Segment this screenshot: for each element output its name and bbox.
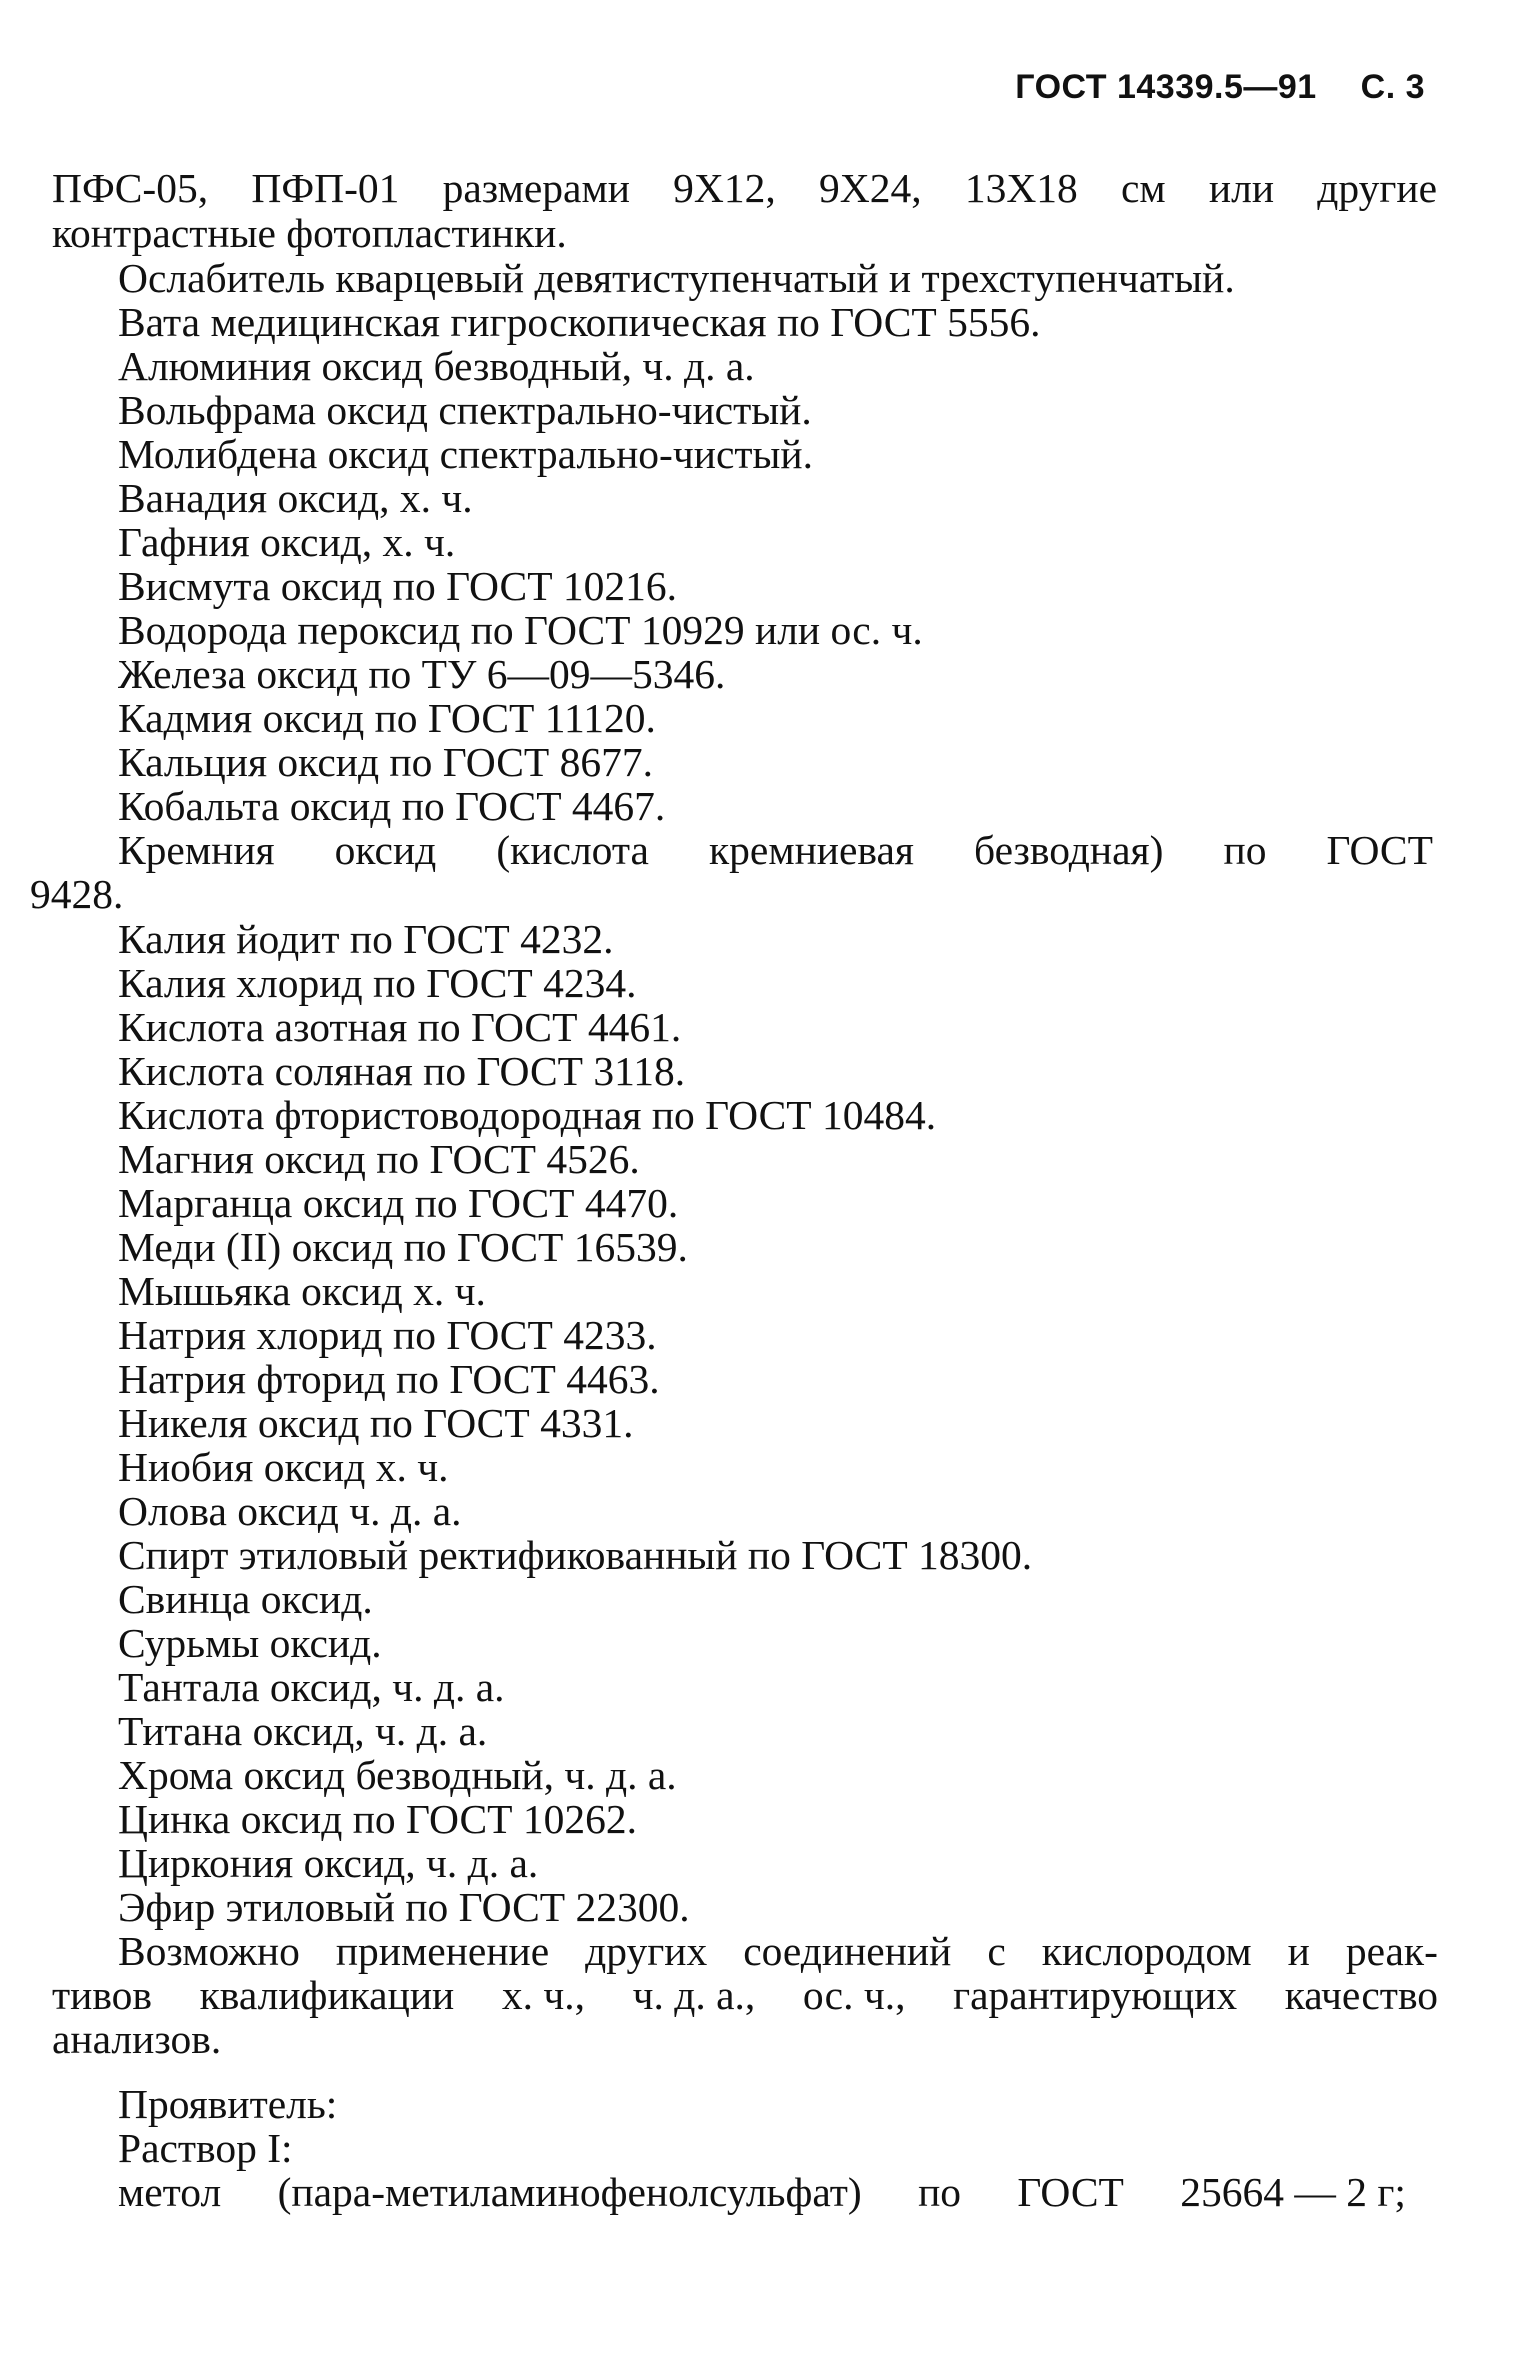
list-item: Циркония оксид, ч. д. а.: [118, 1840, 539, 1886]
word: других: [585, 1928, 708, 1974]
list-item: Кальция оксид по ГОСТ 8677.: [118, 739, 653, 785]
word: ГОСТ: [1326, 827, 1433, 873]
list-item: Никеля оксид по ГОСТ 4331.: [118, 1400, 634, 1446]
standard-code: ГОСТ 14339.5—91: [1015, 68, 1317, 106]
intro-line-1: [52, 166, 1437, 210]
word: квалификации: [199, 1972, 455, 2018]
word: безводная): [974, 827, 1164, 873]
word: качество: [1284, 1972, 1438, 2018]
word: с: [987, 1928, 1006, 1974]
word: 25664 — 2 г;: [1180, 2169, 1406, 2215]
word: см: [1121, 165, 1166, 211]
solution-label: Раствор I:: [118, 2125, 293, 2171]
list-item: Водорода пероксид по ГОСТ 10929 или ос. ч.: [118, 607, 923, 653]
word: кремниевая: [708, 827, 914, 873]
list-item: Хрома оксид безводный, ч. д. а.: [118, 1752, 677, 1798]
list-item: Титана оксид, ч. д. а.: [118, 1708, 488, 1754]
list-item: Мышьяка оксид х. ч.: [118, 1268, 486, 1314]
list-item: Спирт этиловый ректификованный по ГОСТ 18300.: [118, 1532, 1033, 1578]
word: или: [1208, 165, 1275, 211]
word: метол: [118, 2169, 222, 2215]
list-item: Кадмия оксид по ГОСТ 11120.: [118, 695, 656, 741]
list-item: Свинца оксид.: [118, 1576, 373, 1622]
word: по: [1223, 827, 1267, 873]
word: (пара-метиламинофенолсульфат): [277, 2169, 862, 2215]
list-item: Железа оксид по ТУ 6—09—5346.: [118, 651, 726, 697]
list-item: Натрия хлорид по ГОСТ 4233.: [118, 1312, 657, 1358]
list-item: Кобальта оксид по ГОСТ 4467.: [118, 783, 666, 829]
list-item: Калия хлорид по ГОСТ 4234.: [118, 960, 637, 1006]
word: оксид: [334, 827, 437, 873]
word: реак-: [1345, 1928, 1438, 1974]
word: и: [1287, 1928, 1310, 1974]
word: ПФП-01: [251, 165, 400, 211]
page-header: [1015, 68, 1425, 107]
list-item: Ванадия оксид, х. ч.: [118, 475, 473, 521]
list-item: Вата медицинская гигроскопическая по ГОСТ 5556.: [118, 299, 1041, 345]
list-item: Ослабитель кварцевый девятиступенчатый и трехступенчатый.: [118, 255, 1235, 301]
word: 9Х24,: [818, 165, 922, 211]
note-line-3: анализов.: [52, 2016, 222, 2062]
word: применение: [335, 1928, 550, 1974]
list-item: Кислота соляная по ГОСТ 3118.: [118, 1048, 686, 1094]
word: ос. ч.,: [802, 1972, 906, 2018]
list-item: Тантала оксид, ч. д. а.: [118, 1664, 505, 1710]
word: гарантирующих: [953, 1972, 1238, 2018]
note-line-1: [118, 1929, 1438, 1973]
list-item: Гафния оксид, х. ч.: [118, 519, 456, 565]
word: размерами: [442, 165, 630, 211]
metol-line: [118, 2170, 1406, 2214]
list-item: Калия йодит по ГОСТ 4232.: [118, 916, 614, 962]
developer-title: Проявитель:: [118, 2081, 338, 2127]
word: другие: [1317, 165, 1437, 211]
list-item: Висмута оксид по ГОСТ 10216.: [118, 563, 678, 609]
list-item: Молибдена оксид спектрально-чистый.: [118, 431, 813, 477]
word: ч. д. а.,: [632, 1972, 756, 2018]
word: ПФС-05,: [52, 165, 209, 211]
list-item: Алюминия оксид безводный, ч. д. а.: [118, 343, 755, 389]
word: 13Х18: [964, 165, 1078, 211]
word: по: [918, 2169, 962, 2215]
list-item: Магния оксид по ГОСТ 4526.: [118, 1136, 640, 1182]
word: соединений: [743, 1928, 952, 1974]
note-line-2: [52, 1973, 1438, 2017]
word: х. ч.,: [501, 1972, 585, 2018]
intro-line-2: контрастные фотопластинки.: [52, 210, 567, 256]
list-item: Сурьмы оксид.: [118, 1620, 382, 1666]
word: тивов: [52, 1972, 153, 2018]
word: 9Х12,: [673, 165, 776, 211]
list-item: Меди (II) оксид по ГОСТ 16539.: [118, 1224, 688, 1270]
list-item: Эфир этиловый по ГОСТ 22300.: [118, 1884, 690, 1930]
silica-line-2: 9428.: [30, 871, 124, 917]
word: кислородом: [1041, 1928, 1252, 1974]
list-item: Ниобия оксид х. ч.: [118, 1444, 449, 1490]
word: (кислота: [496, 827, 649, 873]
list-item: Натрия фторид по ГОСТ 4463.: [118, 1356, 660, 1402]
list-item: Олова оксид ч. д. а.: [118, 1488, 462, 1534]
list-item: Цинка оксид по ГОСТ 10262.: [118, 1796, 638, 1842]
word: Кремния: [118, 827, 275, 873]
list-item: Кислота фтористоводородная по ГОСТ 10484.: [118, 1092, 937, 1138]
page-number: С. 3: [1360, 68, 1425, 106]
list-item: Кислота азотная по ГОСТ 4461.: [118, 1004, 682, 1050]
list-item: Вольфрама оксид спектрально-чистый.: [118, 387, 812, 433]
list-item: Марганца оксид по ГОСТ 4470.: [118, 1180, 679, 1226]
silica-line-1: [118, 828, 1433, 872]
word: ГОСТ: [1017, 2169, 1124, 2215]
word: Возможно: [118, 1928, 300, 1974]
